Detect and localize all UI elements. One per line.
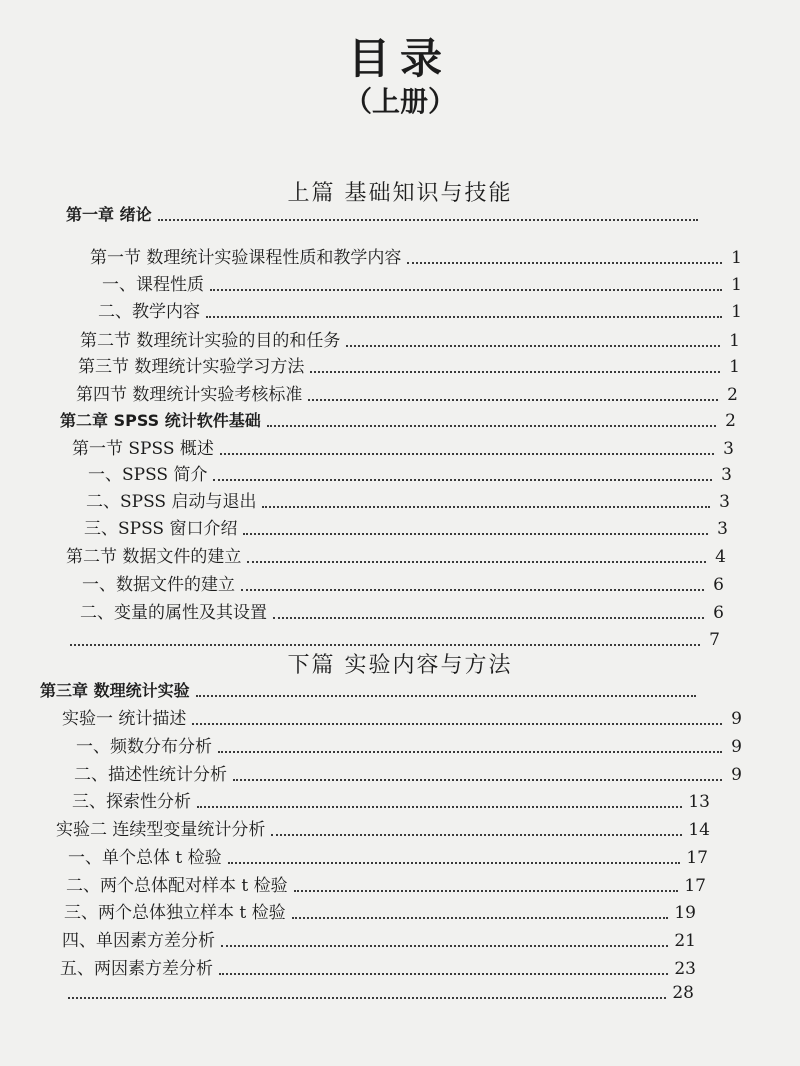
entry-page: 9 [731, 737, 742, 757]
entry-page: 6 [713, 603, 724, 623]
entry-page: 14 [688, 820, 710, 840]
entry-page: 7 [709, 630, 720, 650]
dot-leader [346, 344, 720, 347]
toc-entry [88, 460, 732, 486]
dot-leader [210, 288, 722, 291]
toc-entry [60, 954, 696, 980]
dot-leader [271, 833, 682, 836]
entry-page: 28 [672, 983, 694, 1003]
entry-label: 第二节 数理统计实验的目的和任务 [80, 331, 341, 351]
entry-label: 第三章 数理统计实验 [40, 681, 190, 700]
toc-entry [80, 598, 724, 624]
entry-page: 9 [731, 709, 742, 729]
entry-page: 23 [674, 959, 696, 979]
entry-label: 五、两因素方差分析 [60, 959, 213, 979]
entry-page: 3 [723, 439, 734, 459]
toc-entry [98, 297, 742, 323]
dot-leader [196, 694, 696, 697]
entry-label: 第一章 绪论 [66, 205, 152, 224]
toc-entry [72, 434, 734, 460]
toc-entry [74, 760, 742, 786]
entry-page: 21 [674, 931, 696, 951]
entry-label: 第一节 SPSS 概述 [72, 439, 214, 459]
toc-entry [68, 843, 708, 869]
toc-entry [62, 704, 742, 730]
toc-entry [62, 978, 694, 1004]
entry-page: 3 [721, 465, 732, 485]
entry-label: 第二章 SPSS 统计软件基础 [60, 411, 261, 430]
toc-entry [60, 406, 736, 432]
entry-label: 一、课程性质 [102, 275, 204, 295]
dot-leader [292, 916, 669, 919]
dot-leader [294, 889, 679, 892]
entry-page: 1 [731, 275, 742, 295]
toc-entry [84, 514, 728, 540]
entry-page: 4 [715, 547, 726, 567]
entry-label: 第二节 数据文件的建立 [66, 547, 242, 567]
entry-label: 第一节 数理统计实验课程性质和教学内容 [90, 248, 402, 268]
dot-leader [70, 643, 700, 646]
toc-entry [66, 200, 718, 226]
entry-page: 1 [731, 248, 742, 268]
entry-label: 第三节 数理统计实验学习方法 [78, 357, 305, 377]
dot-leader [228, 861, 681, 864]
entry-label: 三、探索性分析 [72, 792, 191, 812]
dot-leader [247, 560, 706, 563]
entry-page: 3 [719, 492, 730, 512]
dot-leader [192, 722, 722, 725]
toc-entry [64, 898, 696, 924]
dot-leader [206, 315, 722, 318]
dot-leader [220, 452, 714, 455]
entry-label: 一、SPSS 简介 [88, 465, 208, 485]
entry-label: 三、SPSS 窗口介绍 [84, 519, 238, 539]
entry-page: 19 [674, 903, 696, 923]
entry-label: 二、描述性统计分析 [74, 765, 227, 785]
entry-label: 实验一 统计描述 [62, 709, 187, 729]
entry-label: 一、单个总体 t 检验 [68, 848, 222, 868]
dot-leader [273, 616, 704, 619]
entry-page: 2 [725, 411, 736, 431]
toc-entry [90, 243, 742, 269]
dot-leader [267, 424, 716, 427]
part-heading-2: 下篇 实验内容与方法 [287, 653, 513, 678]
entry-page: 1 [729, 357, 740, 377]
toc-entry [62, 926, 696, 952]
entry-page: 3 [717, 519, 728, 539]
entry-page: 13 [688, 792, 710, 812]
entry-label: 一、频数分布分析 [76, 737, 212, 757]
entry-label: 二、两个总体配对样本 t 检验 [66, 876, 288, 896]
entry-label: 实验二 连续型变量统计分析 [56, 820, 266, 840]
entry-label: 三、两个总体独立样本 t 检验 [64, 903, 286, 923]
dot-leader [68, 996, 666, 999]
entry-label: 二、教学内容 [98, 302, 200, 322]
entry-page: 17 [686, 848, 708, 868]
entry-page: 1 [729, 331, 740, 351]
dot-leader [262, 505, 710, 508]
dot-leader [219, 972, 668, 975]
entry-page: 17 [684, 876, 706, 896]
dot-leader [308, 398, 718, 401]
dot-leader [213, 478, 712, 481]
part-heading-1: 上篇 基础知识与技能 [287, 181, 513, 206]
entry-page: 9 [731, 765, 742, 785]
toc-entry [66, 542, 726, 568]
dot-leader [310, 370, 720, 373]
dot-leader [407, 261, 722, 264]
entry-page: 1 [731, 302, 742, 322]
toc-entry [56, 815, 710, 841]
dot-leader [197, 805, 682, 808]
toc-entry [78, 352, 740, 378]
dot-leader [158, 218, 698, 221]
entry-label: 二、变量的属性及其设置 [80, 603, 267, 623]
entry-label: 四、单因素方差分析 [62, 931, 215, 951]
page-title: 目录 [347, 34, 452, 83]
dot-leader [243, 532, 708, 535]
toc-entry [82, 570, 724, 596]
toc-entry [72, 787, 710, 813]
entry-page: 6 [713, 575, 724, 595]
entry-label: 第四节 数理统计实验考核标准 [76, 385, 303, 405]
toc-entry [102, 270, 742, 296]
entry-label: 一、数据文件的建立 [82, 575, 235, 595]
toc-entry [86, 487, 730, 513]
entry-label: 二、SPSS 启动与退出 [86, 492, 257, 512]
toc-entry [76, 380, 738, 406]
dot-leader [233, 778, 722, 781]
toc-entry [66, 871, 706, 897]
toc-entry [76, 732, 742, 758]
dot-leader [241, 588, 704, 591]
volume-subtitle: （上册） [343, 85, 456, 118]
entry-page: 2 [727, 385, 738, 405]
dot-leader [221, 944, 668, 947]
dot-leader [218, 750, 722, 753]
toc-entry [40, 676, 716, 702]
toc-entry [80, 326, 740, 352]
